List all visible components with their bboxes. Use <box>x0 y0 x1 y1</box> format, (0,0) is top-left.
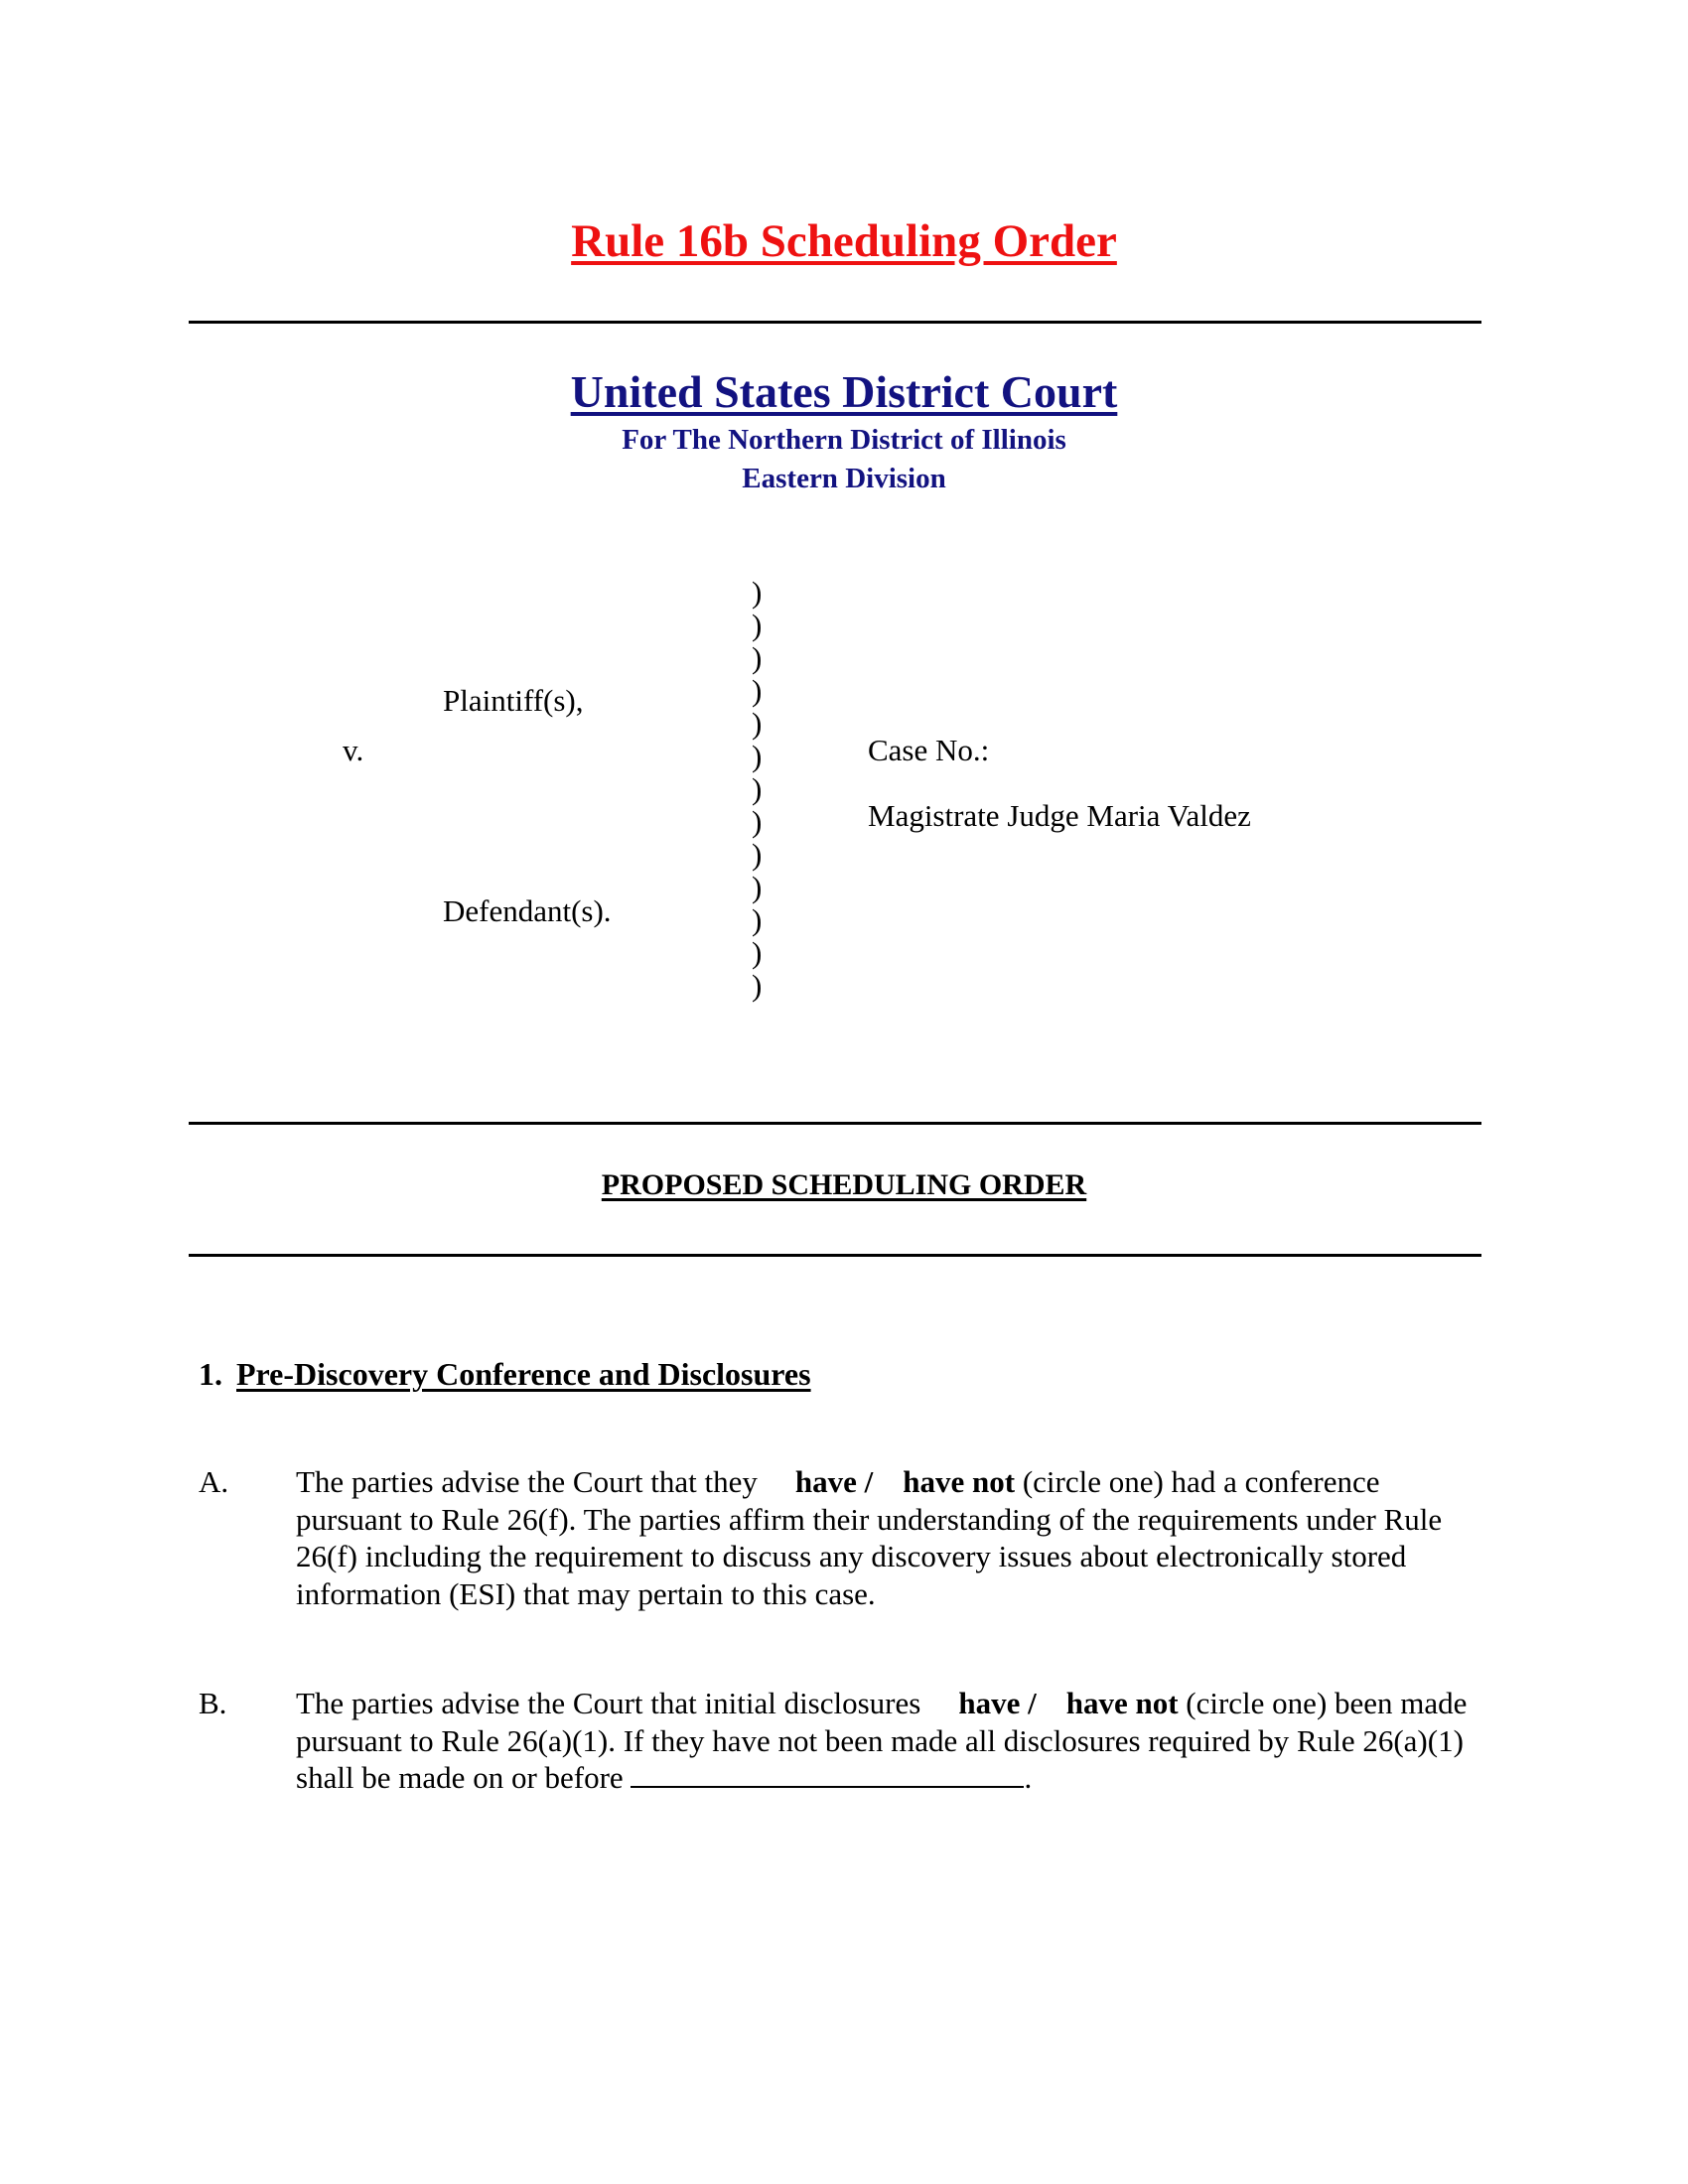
option-have[interactable]: have / <box>794 1464 874 1499</box>
divider-top <box>189 321 1481 324</box>
versus-label: v. <box>343 733 364 767</box>
plaintiff-label: Plaintiff(s), <box>443 683 584 718</box>
item-b-label: B. <box>199 1686 227 1720</box>
divider-heading-bottom <box>189 1254 1481 1257</box>
disclosure-date-blank[interactable] <box>631 1760 1024 1788</box>
item-a-text: The parties advise the Court that they have / have not (circle one) had a conference pursuant to Rule 26(f). The parties affirm their understanding of the requirements under Rule 26(f) including the requirement to discuss any discovery issues about electronically stored information (ESI) that may pertain to this case. <box>296 1464 1443 1611</box>
option-have-not[interactable]: have not <box>903 1464 1016 1499</box>
section-1-heading: 1. Pre-Discovery Conference and Disclosures <box>199 1356 811 1392</box>
divider-caption-bottom <box>189 1122 1481 1125</box>
option-have[interactable]: have / <box>958 1686 1037 1720</box>
court-district: For The Northern District of Illinois <box>622 424 1066 456</box>
order-heading: PROPOSED SCHEDULING ORDER <box>601 1168 1087 1201</box>
item-b-text: The parties advise the Court that initial disclosures have / have not (circle one) been made pursuant to Rule 26(a)(1). If they have not been made all disclosures required by Rule 26(a)(1) shall be made on or before . <box>296 1686 1468 1795</box>
court-name: United States District Court <box>570 366 1118 417</box>
item-a-label: A. <box>199 1464 229 1499</box>
document-title: Rule 16b Scheduling Order <box>571 215 1117 267</box>
defendant-label: Defendant(s). <box>443 893 612 928</box>
option-have-not[interactable]: have not <box>1065 1686 1179 1720</box>
court-division: Eastern Division <box>742 463 946 494</box>
case-number-label: Case No.: <box>868 733 990 767</box>
judge-name: Magistrate Judge Maria Valdez <box>868 798 1251 833</box>
caption-bracket-column: ) ) ) ) ) ) ) ) ) ) ) ) ) <box>752 575 763 1003</box>
